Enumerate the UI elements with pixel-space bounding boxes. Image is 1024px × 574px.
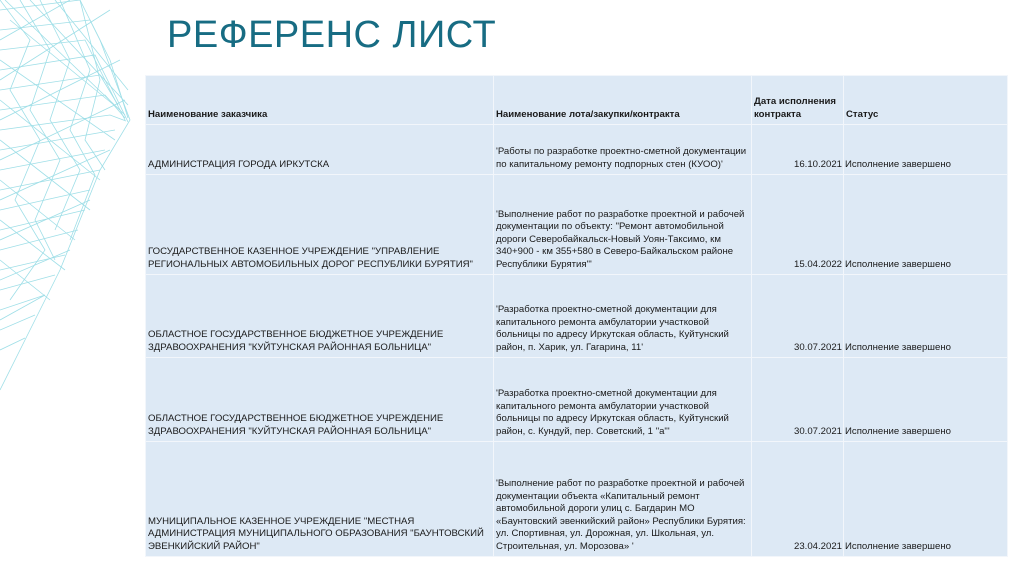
table-row <box>146 442 1008 557</box>
table-row <box>146 175 1008 275</box>
page-title: РЕФЕРЕНС ЛИСТ <box>167 14 497 56</box>
header-lot: Наименование лота/закупки/контракта <box>494 76 752 125</box>
date-cell: 16.10.2021 <box>752 125 844 175</box>
lot-cell: 'Разработка проектно-сметной документации для капитального ремонта амбулатории участковой больницы по адресу Иркутская область, Куйтунский район, п. Харик, ул. Гагарина, 11' <box>494 275 752 358</box>
customer-cell: АДМИНИСТРАЦИЯ ГОРОДА ИРКУТСКА <box>146 125 494 175</box>
date-cell: 15.04.2022 <box>752 175 844 275</box>
lot-cell: 'Выполнение работ по разработке проектной и рабочей документации объекта «Капитальный ремонт автомобильной дороги улиц с. Багдарин МО «Баунтовский эвенкийский район» Республики Бурятия: ул. Спортивная, ул. Дорожная, ул. Школьная, ул. Строительная, ул. Морозова» ' <box>494 442 752 557</box>
customer-cell: МУНИЦИПАЛЬНОЕ КАЗЕННОЕ УЧРЕЖДЕНИЕ "МЕСТНАЯ АДМИНИСТРАЦИЯ МУНИЦИПАЛЬНОГО ОБРАЗОВАНИЯ "БАУНТОВСКИЙ ЭВЕНКИЙСКИЙ РАЙОН" <box>146 442 494 557</box>
lot-cell: 'Работы по разработке проектно-сметной документации по капитальному ремонту подпорных стен (КУОО)' <box>494 125 752 175</box>
header-status: Статус <box>844 76 1008 125</box>
lot-cell: 'Разработка проектно-сметной документации для капитального ремонта амбулатории участковой больницы по адресу Иркутская область, Куйтунский район, с. Кундуй, пер. Советский, 1 "а"' <box>494 358 752 442</box>
header-date: Дата исполнения контракта <box>752 76 844 125</box>
status-cell: Исполнение завершено <box>844 442 1008 557</box>
table-row <box>146 275 1008 358</box>
wireframe-decoration-icon <box>0 0 140 400</box>
date-cell: 30.07.2021 <box>752 358 844 442</box>
customer-cell: ГОСУДАРСТВЕННОЕ КАЗЕННОЕ УЧРЕЖДЕНИЕ "УПРАВЛЕНИЕ РЕГИОНАЛЬНЫХ АВТОМОБИЛЬНЫХ ДОРОГ РЕСПУБЛИКИ БУРЯТИЯ" <box>146 175 494 275</box>
reference-table <box>145 75 1008 557</box>
date-cell: 30.07.2021 <box>752 275 844 358</box>
status-cell: Исполнение завершено <box>844 275 1008 358</box>
table-row <box>146 358 1008 442</box>
date-cell: 23.04.2021 <box>752 442 844 557</box>
customer-cell: ОБЛАСТНОЕ ГОСУДАРСТВЕННОЕ БЮДЖЕТНОЕ УЧРЕЖДЕНИЕ ЗДРАВООХРАНЕНИЯ "КУЙТУНСКАЯ РАЙОННАЯ БОЛЬНИЦА" <box>146 358 494 442</box>
table-header-row <box>146 76 1008 125</box>
table-row <box>146 125 1008 175</box>
header-customer: Наименование заказчика <box>146 76 494 125</box>
status-cell: Исполнение завершено <box>844 358 1008 442</box>
status-cell: Исполнение завершено <box>844 125 1008 175</box>
lot-cell: 'Выполнение работ по разработке проектной и рабочей документации по объекту: "Ремонт автомобильной дороги Северобайкальск-Новый Уоян-Таксимо, км 340+900 - км 355+580 в Северо-Байкальском районе Республики Бурятия"' <box>494 175 752 275</box>
status-cell: Исполнение завершено <box>844 175 1008 275</box>
customer-cell: ОБЛАСТНОЕ ГОСУДАРСТВЕННОЕ БЮДЖЕТНОЕ УЧРЕЖДЕНИЕ ЗДРАВООХРАНЕНИЯ "КУЙТУНСКАЯ РАЙОННАЯ БОЛЬНИЦА" <box>146 275 494 358</box>
